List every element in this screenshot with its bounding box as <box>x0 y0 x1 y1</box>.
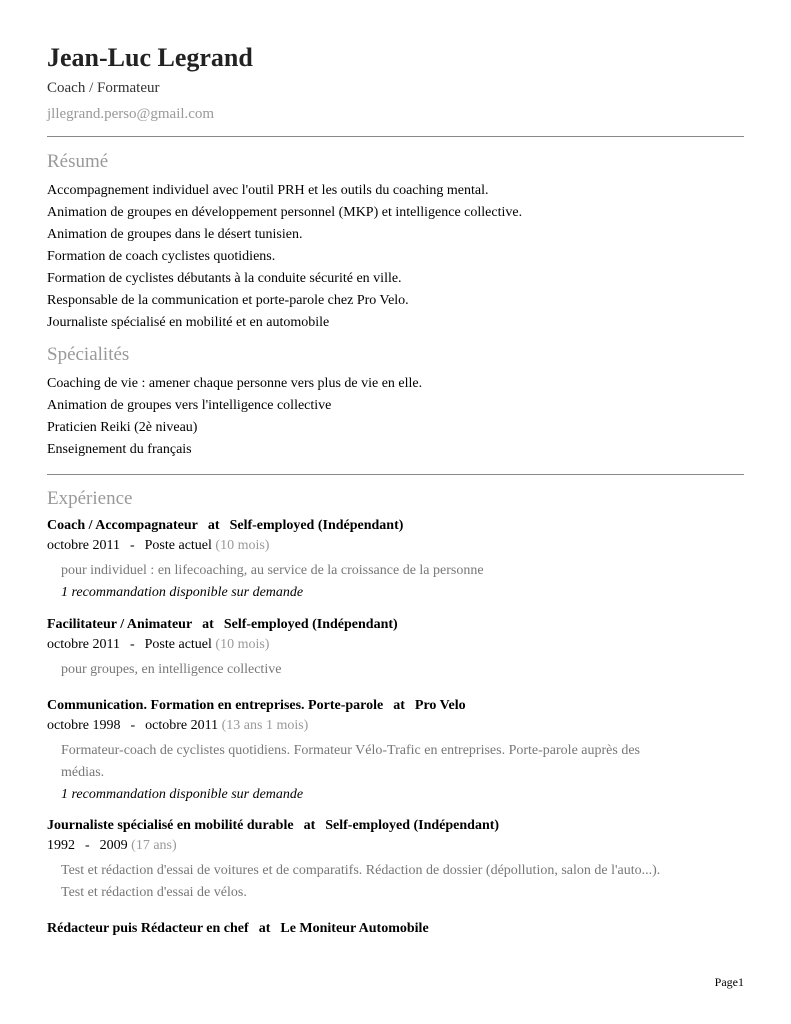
date-duration: (10 mois) <box>215 637 270 652</box>
experience-role: Journaliste spécialisé en mobilité durable <box>47 818 294 833</box>
experience-title <box>47 516 744 536</box>
date-duration: (10 mois) <box>215 538 270 553</box>
date-duration: (13 ans 1 mois) <box>221 718 309 733</box>
job-title: Coach / Formateur <box>47 80 160 96</box>
experience-entry <box>47 615 744 681</box>
experience-company: Self-employed (Indépendant) <box>223 617 398 632</box>
date-start: octobre 1998 <box>47 718 121 733</box>
date-end: Poste actuel <box>144 538 212 553</box>
page-number: Page1 <box>714 975 744 989</box>
experience-description: Formateur-coach de cyclistes quotidiens. Formateur Vélo-Trafic en entreprises. Porte-parole auprès des <box>61 743 640 758</box>
resume-line: Animation de groupes dans le désert tunisien. <box>47 227 303 242</box>
date-start: octobre 2011 <box>47 538 120 553</box>
specialite-line: Praticien Reiki (2è niveau) <box>47 420 198 435</box>
date-duration: (17 ans) <box>131 838 177 853</box>
experience-description: pour individuel : en lifecoaching, au service de la croissance de la personne <box>61 563 484 578</box>
experience-dates <box>47 635 744 655</box>
resume-line: Formation de coach cyclistes quotidiens. <box>47 249 276 264</box>
date-start: 1992 <box>47 838 75 853</box>
specialite-line: Animation de groupes vers l'intelligence collective <box>47 398 332 413</box>
experience-role: Facilitateur / Animateur <box>47 617 193 632</box>
date-end: 2009 <box>99 838 128 853</box>
experience-title <box>47 816 744 836</box>
section-heading-experience: Expérience <box>47 488 133 509</box>
recommendation-note: 1 recommandation disponible sur demande <box>61 787 304 802</box>
experience-company: Self-employed (Indépendant) <box>325 818 500 833</box>
date-end: Poste actuel <box>144 637 212 652</box>
resume-line: Accompagnement individuel avec l'outil PRH et les outils du coaching mental. <box>47 183 489 198</box>
experience-description-cont: médias. <box>61 765 105 780</box>
experience-entry <box>47 696 744 806</box>
specialite-line: Coaching de vie : amener chaque personne vers plus de vie en elle. <box>47 376 423 391</box>
experience-at: at <box>258 921 271 936</box>
date-dash: - <box>85 838 90 853</box>
experience-company: Self-employed (Indépendant) <box>229 518 404 533</box>
experience-at: at <box>393 698 405 713</box>
date-dash: - <box>129 538 135 553</box>
experience-description: Test et rédaction d'essai de voitures et de comparatifs. Rédaction de dossier (dépollution, salon de l'auto...). <box>61 863 661 878</box>
experience-title <box>47 919 744 939</box>
experience-role: Rédacteur puis Rédacteur en chef <box>47 921 249 936</box>
specialite-line: Enseignement du français <box>47 442 192 457</box>
experience-at: at <box>303 818 316 833</box>
divider <box>47 136 744 137</box>
experience-entry <box>47 919 744 939</box>
experience-at: at <box>202 617 214 632</box>
experience-title <box>47 696 744 716</box>
recommendation-note: 1 recommandation disponible sur demande <box>61 585 304 600</box>
section-heading-resume: Résumé <box>47 151 109 172</box>
resume-line: Animation de groupes en développement personnel (MKP) et intelligence collective. <box>47 205 523 220</box>
experience-company: Le Moniteur Automobile <box>280 921 429 936</box>
email-address: jllegrand.perso@gmail.com <box>47 106 215 122</box>
experience-dates <box>47 536 744 556</box>
person-name: Jean-Luc Legrand <box>47 43 253 72</box>
resume-line: Responsable de la communication et porte-parole chez Pro Velo. <box>47 293 409 308</box>
date-start: octobre 2011 <box>47 637 120 652</box>
section-heading-specialites: Spécialités <box>47 344 130 365</box>
resume-line: Formation de cyclistes débutants à la conduite sécurité en ville. <box>47 271 402 286</box>
resume-list <box>47 180 522 334</box>
experience-title <box>47 615 744 635</box>
experience-at: at <box>207 518 220 533</box>
resume-line: Journaliste spécialisé en mobilité et en automobile <box>47 315 330 330</box>
specialites-list <box>47 373 422 461</box>
date-end: octobre 2011 <box>145 718 219 733</box>
experience-dates <box>47 716 744 736</box>
experience-description: pour groupes, en intelligence collective <box>61 662 282 677</box>
experience-dates <box>47 836 744 856</box>
experience-entry <box>47 816 744 904</box>
experience-company: Pro Velo <box>414 698 466 713</box>
experience-description-cont: Test et rédaction d'essai de vélos. <box>61 885 247 900</box>
experience-role: Communication. Formation en entreprises. Porte-parole <box>47 698 384 713</box>
experience-role: Coach / Accompagnateur <box>47 518 198 533</box>
date-dash: - <box>130 718 136 733</box>
divider <box>47 474 744 475</box>
date-dash: - <box>129 637 135 652</box>
experience-entry <box>47 516 744 604</box>
